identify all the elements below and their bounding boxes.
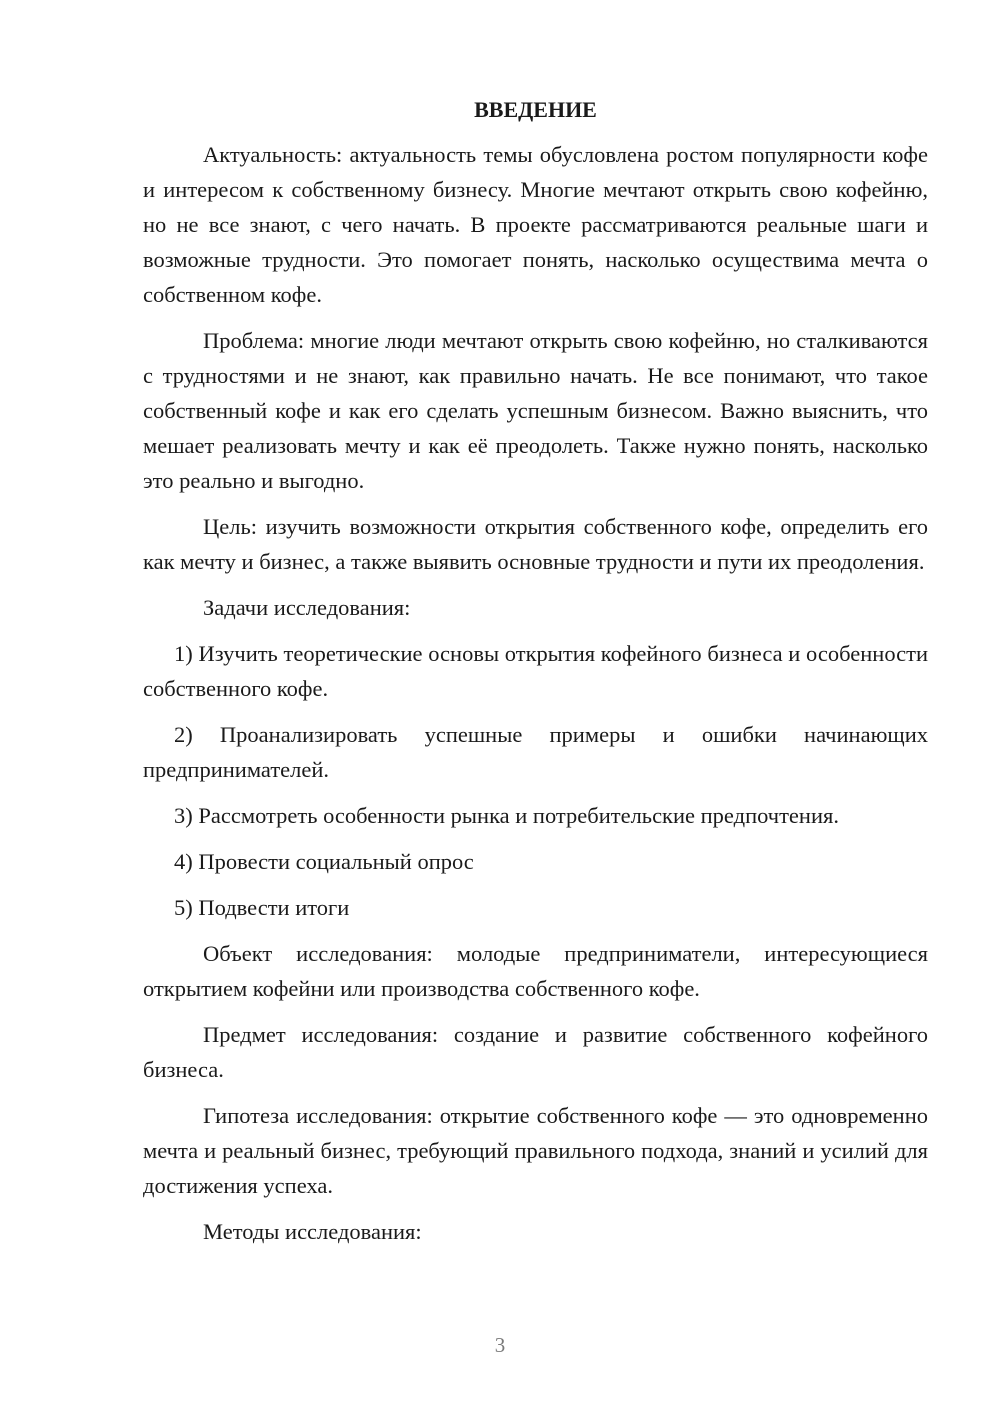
paragraph-subject: Предмет исследования: создание и развитие собственного кофейного бизнеса. bbox=[143, 1022, 928, 1082]
methods-heading: Методы исследования: bbox=[203, 1219, 422, 1244]
paragraph-goal: Цель: изучить возможности открытия собственного кофе, определить его как мечту и бизнес, а также выявить основные трудности и пути их преодоления. bbox=[143, 514, 928, 574]
section-title: ВВЕДЕНИЕ bbox=[474, 97, 597, 122]
task-item-3: 3) Рассмотреть особенности рынка и потребительские предпочтения. bbox=[174, 803, 839, 828]
task-item-1: 1) Изучить теоретические основы открытия кофейного бизнеса и особенности собственного кофе. bbox=[143, 641, 928, 701]
page-number: 3 bbox=[494, 1333, 506, 1357]
task-item-5: 5) Подвести итоги bbox=[174, 895, 350, 920]
paragraph-problem: Проблема: многие люди мечтают открыть свою кофейню, но сталкиваются с трудностями и не знают, как правильно начать. Не все понимают, что такое собственный кофе и как его сделать успешным бизнесом. Важно выяснить, что мешает реализовать мечту и как её преодолеть. Также нужно понять, насколько это реально и выгодно. bbox=[143, 328, 928, 493]
paragraph-relevance: Актуальность: актуальность темы обусловлена ростом популярности кофе и интересом к собственному бизнесу. Многие мечтают открыть свою кофейню, но не все знают, с чего начать. В проекте рассматриваются реальные шаги и возможные трудности. Это помогает понять, насколько осуществима мечта о собственном кофе. bbox=[143, 142, 928, 307]
paragraph-object: Объект исследования: молодые предприниматели, интересующиеся открытием кофейни или производства собственного кофе. bbox=[143, 941, 928, 1001]
task-item-2: 2) Проанализировать успешные примеры и ошибки начинающих предпринимателей. bbox=[143, 722, 928, 782]
task-item-4: 4) Провести социальный опрос bbox=[174, 849, 474, 874]
paragraph-hypothesis: Гипотеза исследования: открытие собственного кофе — это одновременно мечта и реальный бизнес, требующий правильного подхода, знаний и усилий для достижения успеха. bbox=[143, 1103, 928, 1198]
tasks-heading: Задачи исследования: bbox=[203, 595, 411, 620]
document-page bbox=[143, 95, 928, 1260]
